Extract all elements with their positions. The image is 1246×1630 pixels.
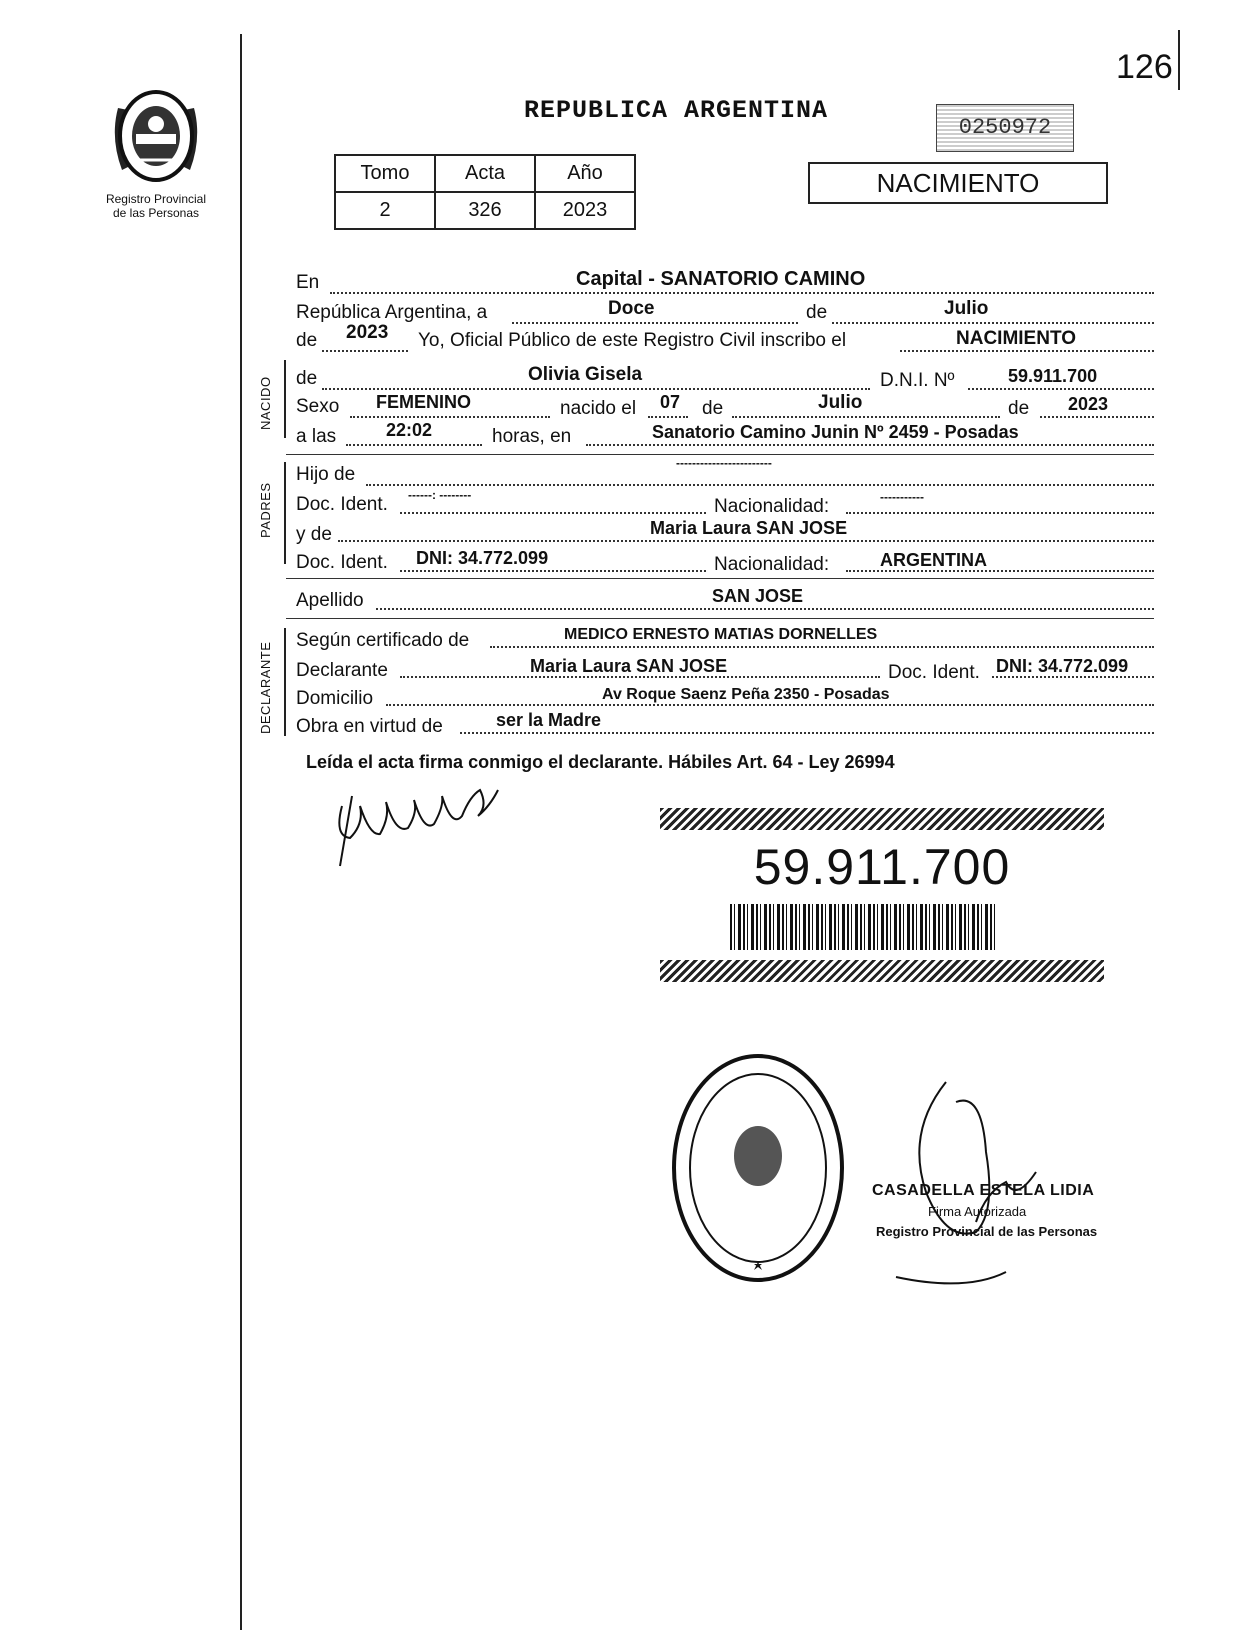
label-dni: D.N.I. Nº bbox=[880, 370, 955, 391]
document-title: REPUBLICA ARGENTINA bbox=[524, 96, 829, 125]
value-dia-nac: 07 bbox=[660, 392, 681, 412]
label-republica: República Argentina, a bbox=[296, 302, 488, 323]
dotted-line bbox=[330, 292, 1154, 294]
value-mes: Julio bbox=[944, 298, 989, 319]
label-horas-en: horas, en bbox=[492, 426, 572, 447]
dotted-line bbox=[586, 444, 1154, 446]
value-padre-nac: ----------- bbox=[880, 490, 924, 504]
dotted-line bbox=[460, 732, 1154, 734]
side-label-declarante: DECLARANTE bbox=[258, 641, 273, 734]
official-seal-icon bbox=[670, 1052, 846, 1284]
table-header: Tomo bbox=[335, 155, 435, 192]
stamp-code: 0250972 bbox=[936, 104, 1074, 152]
margin-line bbox=[240, 34, 242, 1630]
section-bracket bbox=[284, 462, 292, 564]
table-cell: 326 bbox=[435, 192, 535, 229]
label-a-las: a las bbox=[296, 426, 337, 447]
label-en: En bbox=[296, 272, 320, 293]
label-de: de bbox=[1008, 398, 1030, 419]
dotted-line bbox=[386, 704, 1154, 706]
section-rule bbox=[286, 454, 1154, 455]
value-anio: 2023 bbox=[346, 322, 389, 343]
value-certificado: MEDICO ERNESTO MATIAS DORNELLES bbox=[564, 626, 878, 643]
label-de: de bbox=[296, 330, 318, 351]
section-rule bbox=[286, 618, 1154, 619]
label-doc-ident: Doc. Ident. bbox=[296, 552, 388, 573]
dotted-line bbox=[322, 388, 870, 390]
section-rule bbox=[286, 578, 1154, 579]
label-y-de: y de bbox=[296, 524, 332, 545]
dotted-line bbox=[900, 350, 1154, 352]
label-domicilio: Domicilio bbox=[296, 688, 374, 709]
label-segun: Según certificado de bbox=[296, 630, 470, 651]
value-madre-nac: ARGENTINA bbox=[880, 550, 987, 570]
value-lugar-nac: Sanatorio Camino Junin Nº 2459 - Posadas bbox=[652, 422, 1019, 442]
barcode bbox=[730, 904, 996, 950]
closing-text: Leída el acta firma conmigo el declarante. Hábiles Art. 64 - Ley 26994 bbox=[306, 752, 895, 772]
official-role: Firma Autorizada bbox=[928, 1204, 1027, 1219]
logo-caption-line2: de las Personas bbox=[112, 206, 200, 220]
value-padre: ------------------------ bbox=[676, 456, 772, 470]
dotted-line bbox=[512, 322, 798, 324]
label-de: de bbox=[296, 368, 318, 389]
table-cell: 2023 bbox=[535, 192, 635, 229]
label-nacido-el: nacido el bbox=[560, 398, 637, 419]
dotted-line bbox=[346, 444, 482, 446]
dotted-line bbox=[400, 570, 706, 572]
table-cell: 2 bbox=[335, 192, 435, 229]
dotted-line bbox=[732, 416, 1000, 418]
dotted-line bbox=[366, 484, 1154, 486]
dotted-line bbox=[832, 322, 1154, 324]
right-edge-line bbox=[1178, 30, 1180, 90]
label-doc-ident: Doc. Ident. bbox=[888, 662, 980, 683]
id-number: 59.911.700 bbox=[753, 839, 1011, 895]
value-acto: NACIMIENTO bbox=[956, 328, 1076, 349]
official-name: CASADELLA ESTELA LIDIA bbox=[872, 1182, 1095, 1199]
security-stripe-bottom bbox=[660, 960, 1104, 982]
label-de: de bbox=[806, 302, 828, 323]
label-hijo-de: Hijo de bbox=[296, 464, 356, 485]
dotted-line bbox=[400, 512, 706, 514]
label-doc-ident: Doc. Ident. bbox=[296, 494, 388, 515]
value-obra: ser la Madre bbox=[496, 710, 602, 730]
label-declarante: Declarante bbox=[296, 660, 388, 681]
dotted-line bbox=[648, 416, 688, 418]
value-domicilio: Av Roque Saenz Peña 2350 - Posadas bbox=[602, 686, 890, 703]
value-declarante-doc: DNI: 34.772.099 bbox=[996, 656, 1129, 676]
section-bracket bbox=[284, 360, 292, 438]
dotted-line bbox=[376, 608, 1154, 610]
section-bracket bbox=[284, 628, 292, 736]
record-table bbox=[334, 154, 636, 230]
value-madre: Maria Laura SAN JOSE bbox=[650, 518, 848, 538]
dotted-line bbox=[350, 416, 550, 418]
side-label-nacido: NACIDO bbox=[258, 376, 273, 430]
dotted-line bbox=[968, 388, 1154, 390]
declarant-signature bbox=[330, 776, 510, 876]
label-sexo: Sexo bbox=[296, 396, 340, 417]
page-number: 126 bbox=[1116, 48, 1173, 86]
value-mes-nac: Julio bbox=[818, 392, 863, 413]
label-obra: Obra en virtud de bbox=[296, 716, 443, 737]
security-stripe-top bbox=[660, 808, 1104, 830]
logo-caption-line1: Registro Provincial bbox=[105, 192, 207, 206]
dotted-line bbox=[1040, 416, 1154, 418]
label-nacionalidad: Nacionalidad: bbox=[714, 554, 830, 575]
value-apellido: SAN JOSE bbox=[712, 586, 804, 606]
value-nombre: Olivia Gisela bbox=[528, 364, 643, 385]
value-padre-doc: ------: -------- bbox=[408, 488, 472, 502]
value-lugar: Capital - SANATORIO CAMINO bbox=[576, 268, 866, 290]
side-label-padres: PADRES bbox=[258, 482, 273, 538]
province-seal-icon bbox=[100, 78, 212, 190]
label-de: de bbox=[702, 398, 724, 419]
official-office: Registro Provincial de las Personas bbox=[876, 1224, 1098, 1239]
dotted-line bbox=[322, 350, 408, 352]
label-inscribo: Yo, Oficial Público de este Registro Civil inscribo el bbox=[418, 330, 847, 351]
dotted-line bbox=[338, 540, 1154, 542]
document-type-box: NACIMIENTO bbox=[808, 162, 1108, 204]
value-dia: Doce bbox=[608, 298, 655, 319]
label-apellido: Apellido bbox=[296, 590, 364, 611]
value-dni: 59.911.700 bbox=[1008, 366, 1098, 386]
value-sexo: FEMENINO bbox=[376, 392, 472, 412]
value-hora: 22:02 bbox=[386, 420, 433, 440]
table-header: Año bbox=[535, 155, 635, 192]
dotted-line bbox=[490, 646, 1154, 648]
value-anio-nac: 2023 bbox=[1068, 394, 1109, 414]
value-madre-doc: DNI: 34.772.099 bbox=[416, 548, 549, 568]
dotted-line bbox=[846, 512, 1154, 514]
value-declarante: Maria Laura SAN JOSE bbox=[530, 656, 728, 676]
label-nacionalidad: Nacionalidad: bbox=[714, 496, 830, 517]
table-header: Acta bbox=[435, 155, 535, 192]
province-logo bbox=[100, 78, 212, 228]
